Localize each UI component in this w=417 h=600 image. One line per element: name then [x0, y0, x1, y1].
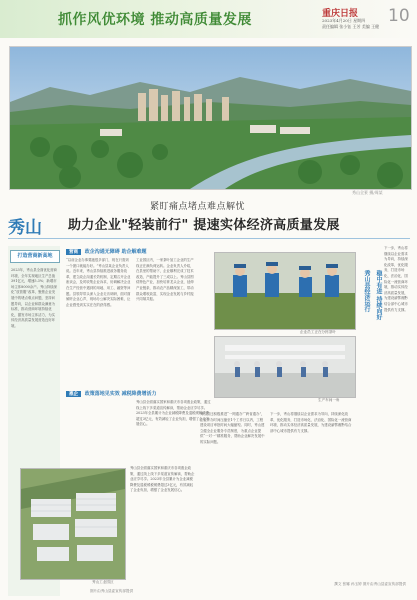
headline-rule [8, 238, 410, 239]
photo-industrial-park-caption: 秀山工业园区 [92, 580, 114, 584]
sidebar-tag: 打造营商新高地 [10, 250, 60, 263]
page-header [0, 0, 417, 38]
headline-kicker: 秀山 [8, 218, 42, 238]
photo-factory-caption: 生产车间一角 [318, 398, 340, 402]
right-box-title-2: 稳中有进 持续向好 [375, 270, 382, 321]
paper-name: 重庆日报 [322, 9, 359, 19]
header-title: 抓作风优环境 推动高质量发展 [58, 12, 252, 28]
page-number: 10 [388, 6, 410, 26]
photo-workers-caption: 企业员工正在分拣茶叶 [300, 330, 336, 334]
section-title-2: 政策落地见实效 减税降费增活力 [84, 391, 157, 397]
footer-left: 图片由秀山县委宣传部提供 [90, 589, 134, 593]
section-title-1: 政企沟通无障碍 助企解难题 [84, 249, 147, 255]
middle-lower-text: 秀山县全面落实国家和重庆市各项惠企政策，通过线上线下多渠道宣传解读，帮助企业应享尽享。2023年全县累计为企业减税降费及退税缓税缓费超过3亿元，有效减轻了企业负担，增强了企业发展信心。 [130, 466, 195, 493]
section-heading-2 [66, 390, 157, 397]
section-text-1b: 工业园区内，一家茶叶加工企业的生产线正在满负荷运转。企业负责人介绍，在县里的帮助下，企业顺利完成了技术改造，产能提升了三成以上。秀山县围绕特色产业，加快培育龙头企业，延伸产业链条，推动农产品精深加工，带动群众增收致富，实现企业发展与乡村振兴同频共振。 [136, 258, 194, 302]
section-heading-1 [66, 248, 147, 255]
footer-right: 撰文 张娜 孙玉婷 图片由秀山县委宣传部提供 [334, 582, 406, 586]
hero-photo-credit: 秀山全景 摄/周某 [352, 190, 383, 195]
photo-workers [214, 252, 356, 330]
photo-industrial-park [20, 468, 126, 580]
hero-photo [9, 46, 412, 190]
right-box [356, 246, 411, 596]
edition-line: 责任编辑 张小钰 王芳 美编 王健 [322, 24, 380, 29]
section-text-1a: “以前企业办事要跑很多部门，现在只需到一个窗口就能办好。”秀山县某企业负责人说。近年来，秀山县持续推进政务服务改革，建立政企沟通长效机制，定期召开企业座谈会，及时收集企业诉求，协调解决企业在生产经营中遇到的用地、用工、融资等问题。县领导带头深入企业走访调研，面对面倾听企业心声，现场办公解决实际困难，让企业感受到实实在在的获得感。 [66, 258, 131, 307]
photo-factory [214, 336, 356, 398]
headline: 助力企业"轻装前行" 提速实体经济高质量发展 [68, 218, 340, 233]
section-text-2: 秀山县全面落实国家和重庆市各项惠企政策，通过线上线下多渠道宣传解读，帮助企业应享尽享。2023年全县累计为企业减税降费及退税缓税缓费超过3亿元，有效减轻了企业负担，增强了企业发展信心。 [136, 400, 211, 427]
right-col-text: 秀山县还积极推进“一网通办”“跨省通办”，企业开办时间压缩至1个工作日以内，工程建设项目审批时间大幅缩短。同时，秀山建立健全企业服务专员制度，为重点企业提供“一对一”精准服务，帮助企业解决发展中的实际问题。 [200, 412, 265, 444]
far-right-text: 下一步，秀山将继续以企业需求为导向，持续深化改革，优化服务，打造市场化、法治化、国际化一流营商环境，推动实体经济高质量发展，为建设渝鄂湘黔结合部中心城市提供有力支撑。 [270, 412, 352, 433]
issue-date: 2023年4月20日 星期四 [322, 18, 366, 23]
right-box-title-1: 秀山县经济运行 [363, 270, 370, 312]
section-badge-2: 惠企 [66, 391, 81, 397]
section-badge-1: 营商 [66, 249, 81, 255]
subtitle: 紧盯痛点堵点难点解忧 [150, 202, 246, 212]
right-box-text: 下一步，秀山将继续以企业需求为导向，持续深化改革，优化服务，打造市场化、法治化、国际化一流营商环境，推动实体经济高质量发展，为建设渝鄂湘黔结合部中心城市提供有力支撑。 [384, 246, 408, 312]
sidebar-body: 2023年，秀山县全面优化营商环境，全年实现地区生产总值391亿元，增速5.3%；新增市场主体8000余户。秀山持续深化“放管服”改革，聚焦企业发展中的堵点难点问题，坚持问题导向，以企业和群众满意为标准，推动营商环境持续优化，激发市场主体活力，为实体经济高质量发展营造良好环境。 [11, 268, 57, 328]
